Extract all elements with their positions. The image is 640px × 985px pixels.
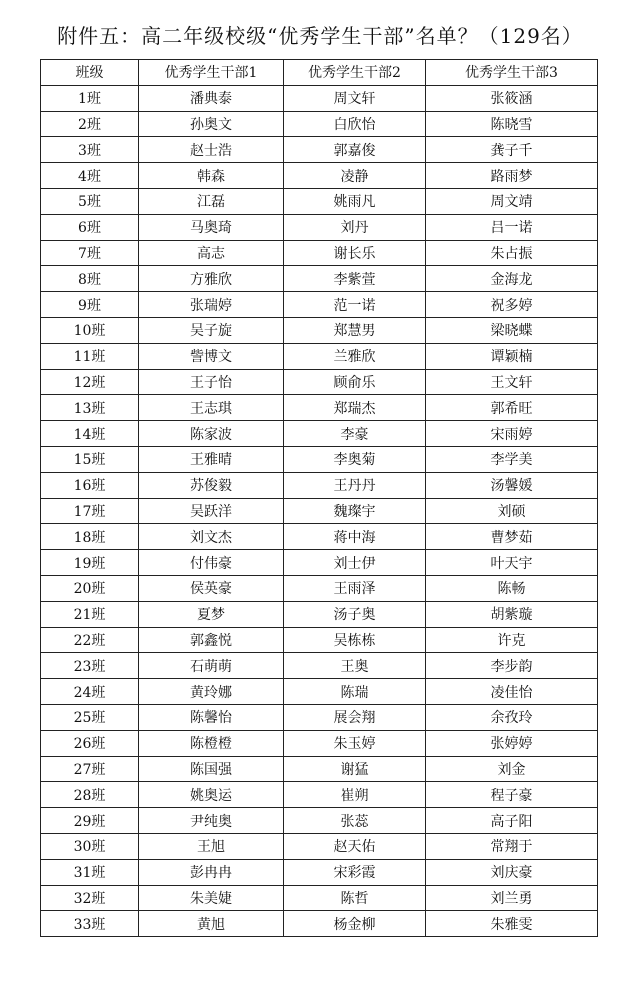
- class-cell: 24班: [41, 679, 139, 705]
- class-cell: 21班: [41, 601, 139, 627]
- class-cell: 3班: [41, 137, 139, 163]
- cadre-3-cell: 李学美: [426, 446, 598, 472]
- table-row: [41, 782, 598, 808]
- cadre-1-cell: 方雅欣: [139, 266, 284, 292]
- cadre-3-cell: 曹梦茹: [426, 524, 598, 550]
- table-row: [41, 575, 598, 601]
- cadre-3-cell: 张筱涵: [426, 85, 598, 111]
- cadre-1-cell: 王旭: [139, 833, 284, 859]
- cadre-2-cell: 蒋中海: [284, 524, 426, 550]
- table-row: [41, 343, 598, 369]
- table-row: [41, 214, 598, 240]
- cadre-2-cell: 王丹丹: [284, 472, 426, 498]
- table-row: [41, 85, 598, 111]
- cadre-3-cell: 余孜玲: [426, 704, 598, 730]
- cadre-3-cell: 金海龙: [426, 266, 598, 292]
- table-row: [41, 679, 598, 705]
- table-row: [41, 859, 598, 885]
- cadre-1-cell: 朱美婕: [139, 885, 284, 911]
- table-row: [41, 808, 598, 834]
- class-cell: 7班: [41, 240, 139, 266]
- cadre-3-cell: 郭希旺: [426, 395, 598, 421]
- cadre-3-cell: 朱占振: [426, 240, 598, 266]
- cadre-1-cell: 訾博文: [139, 343, 284, 369]
- class-cell: 18班: [41, 524, 139, 550]
- cadre-1-cell: 郭鑫悦: [139, 627, 284, 653]
- cadre-2-cell: 王奥: [284, 653, 426, 679]
- cadre-2-cell: 兰雅欣: [284, 343, 426, 369]
- class-cell: 2班: [41, 111, 139, 137]
- cadre-3-cell: 王文轩: [426, 369, 598, 395]
- table-row: [41, 472, 598, 498]
- cadre-2-cell: 谢猛: [284, 756, 426, 782]
- cadre-1-cell: 苏俊毅: [139, 472, 284, 498]
- cadre-2-cell: 汤子奥: [284, 601, 426, 627]
- cadre-2-cell: 吴栋栋: [284, 627, 426, 653]
- cadre-2-cell: 崔朔: [284, 782, 426, 808]
- cadre-2-cell: 郭嘉俊: [284, 137, 426, 163]
- cadre-2-cell: 凌静: [284, 163, 426, 189]
- cadre-2-cell: 李豪: [284, 421, 426, 447]
- cadre-2-cell: 魏璨宇: [284, 498, 426, 524]
- class-cell: 13班: [41, 395, 139, 421]
- cadre-3-cell: 许克: [426, 627, 598, 653]
- cadre-3-cell: 叶天宇: [426, 550, 598, 576]
- cadre-2-cell: 周文轩: [284, 85, 426, 111]
- table-header-row: [41, 60, 598, 86]
- table-row: [41, 317, 598, 343]
- cadre-3-cell: 刘兰勇: [426, 885, 598, 911]
- class-cell: 19班: [41, 550, 139, 576]
- cadre-1-cell: 吴子旋: [139, 317, 284, 343]
- cadre-3-cell: 祝多婷: [426, 292, 598, 318]
- table-row: [41, 137, 598, 163]
- cadre-roster-table: [40, 59, 598, 937]
- cadre-2-cell: 赵天佑: [284, 833, 426, 859]
- class-cell: 11班: [41, 343, 139, 369]
- table-row: [41, 627, 598, 653]
- cadre-1-cell: 陈橙橙: [139, 730, 284, 756]
- class-cell: 26班: [41, 730, 139, 756]
- cadre-1-cell: 石萌萌: [139, 653, 284, 679]
- cadre-1-cell: 尹纯奥: [139, 808, 284, 834]
- class-cell: 20班: [41, 575, 139, 601]
- cadre-2-cell: 姚雨凡: [284, 188, 426, 214]
- class-cell: 4班: [41, 163, 139, 189]
- document-title: 附件五：高二年级校级“优秀学生干部”名单？（129名）: [57, 24, 583, 48]
- table-row: [41, 911, 598, 937]
- cadre-1-cell: 陈国强: [139, 756, 284, 782]
- table-row: [41, 550, 598, 576]
- cadre-3-cell: 程子豪: [426, 782, 598, 808]
- cadre-1-cell: 黄旭: [139, 911, 284, 937]
- cadre-3-cell: 路雨梦: [426, 163, 598, 189]
- cadre-3-cell: 梁晓蝶: [426, 317, 598, 343]
- cadre-1-cell: 吴跃洋: [139, 498, 284, 524]
- cadre-2-cell: 郑慧男: [284, 317, 426, 343]
- cadre-1-cell: 姚奥运: [139, 782, 284, 808]
- cadre-1-cell: 王志琪: [139, 395, 284, 421]
- cadre-3-cell: 吕一诺: [426, 214, 598, 240]
- class-cell: 15班: [41, 446, 139, 472]
- cadre-2-cell: 谢长乐: [284, 240, 426, 266]
- cadre-1-cell: 王子怡: [139, 369, 284, 395]
- class-cell: 12班: [41, 369, 139, 395]
- cadre-1-cell: 陈家波: [139, 421, 284, 447]
- cadre-1-cell: 刘文杰: [139, 524, 284, 550]
- table-row: [41, 833, 598, 859]
- class-cell: 31班: [41, 859, 139, 885]
- cadre-3-cell: 谭颖楠: [426, 343, 598, 369]
- cadre-1-cell: 马奥琦: [139, 214, 284, 240]
- cadre-3-cell: 李步韵: [426, 653, 598, 679]
- cadre-2-cell: 杨金柳: [284, 911, 426, 937]
- cadre-1-cell: 彭冉冉: [139, 859, 284, 885]
- class-cell: 22班: [41, 627, 139, 653]
- cadre-3-cell: 龚子千: [426, 137, 598, 163]
- cadre-1-cell: 高志: [139, 240, 284, 266]
- class-cell: 8班: [41, 266, 139, 292]
- cadre-1-cell: 陈馨怡: [139, 704, 284, 730]
- table-row: [41, 240, 598, 266]
- class-cell: 5班: [41, 188, 139, 214]
- class-cell: 14班: [41, 421, 139, 447]
- class-cell: 9班: [41, 292, 139, 318]
- cadre-2-cell: 陈哲: [284, 885, 426, 911]
- class-cell: 17班: [41, 498, 139, 524]
- cadre-1-cell: 江磊: [139, 188, 284, 214]
- cadre-2-cell: 展会翔: [284, 704, 426, 730]
- class-cell: 30班: [41, 833, 139, 859]
- table-row: [41, 885, 598, 911]
- cadre-3-cell: 张婷婷: [426, 730, 598, 756]
- class-cell: 16班: [41, 472, 139, 498]
- cadre-2-cell: 张蕊: [284, 808, 426, 834]
- cadre-3-cell: 高子阳: [426, 808, 598, 834]
- column-header-cadre-1: 优秀学生干部1: [139, 60, 284, 86]
- table-row: [41, 163, 598, 189]
- table-row: [41, 369, 598, 395]
- cadre-1-cell: 赵士浩: [139, 137, 284, 163]
- cadre-1-cell: 侯英豪: [139, 575, 284, 601]
- cadre-1-cell: 张瑞婷: [139, 292, 284, 318]
- table-row: [41, 421, 598, 447]
- cadre-2-cell: 刘士伊: [284, 550, 426, 576]
- table-row: [41, 498, 598, 524]
- class-cell: 33班: [41, 911, 139, 937]
- cadre-2-cell: 刘丹: [284, 214, 426, 240]
- class-cell: 28班: [41, 782, 139, 808]
- cadre-3-cell: 刘硕: [426, 498, 598, 524]
- class-cell: 1班: [41, 85, 139, 111]
- column-header-cadre-3: 优秀学生干部3: [426, 60, 598, 86]
- cadre-3-cell: 刘庆豪: [426, 859, 598, 885]
- cadre-2-cell: 陈瑞: [284, 679, 426, 705]
- cadre-2-cell: 范一诺: [284, 292, 426, 318]
- column-header-cadre-2: 优秀学生干部2: [284, 60, 426, 86]
- cadre-1-cell: 付伟豪: [139, 550, 284, 576]
- class-cell: 32班: [41, 885, 139, 911]
- cadre-3-cell: 汤馨媛: [426, 472, 598, 498]
- class-cell: 29班: [41, 808, 139, 834]
- cadre-3-cell: 凌佳怡: [426, 679, 598, 705]
- cadre-3-cell: 宋雨婷: [426, 421, 598, 447]
- cadre-2-cell: 李奥菊: [284, 446, 426, 472]
- cadre-3-cell: 朱雅雯: [426, 911, 598, 937]
- table-row: [41, 266, 598, 292]
- column-header-class: 班级: [41, 60, 139, 86]
- cadre-2-cell: 王雨泽: [284, 575, 426, 601]
- table-row: [41, 111, 598, 137]
- table-row: [41, 292, 598, 318]
- class-cell: 10班: [41, 317, 139, 343]
- cadre-2-cell: 郑瑞杰: [284, 395, 426, 421]
- class-cell: 23班: [41, 653, 139, 679]
- class-cell: 6班: [41, 214, 139, 240]
- table-row: [41, 188, 598, 214]
- cadre-1-cell: 潘典泰: [139, 85, 284, 111]
- cadre-1-cell: 孙奥文: [139, 111, 284, 137]
- cadre-3-cell: 陈畅: [426, 575, 598, 601]
- table-row: [41, 524, 598, 550]
- cadre-2-cell: 李紫萱: [284, 266, 426, 292]
- table-row: [41, 446, 598, 472]
- table-row: [41, 653, 598, 679]
- table-row: [41, 601, 598, 627]
- cadre-1-cell: 王雅晴: [139, 446, 284, 472]
- cadre-2-cell: 白欣怡: [284, 111, 426, 137]
- cadre-1-cell: 黄玲娜: [139, 679, 284, 705]
- cadre-2-cell: 朱玉婷: [284, 730, 426, 756]
- cadre-3-cell: 陈晓雪: [426, 111, 598, 137]
- table-row: [41, 730, 598, 756]
- cadre-3-cell: 刘金: [426, 756, 598, 782]
- class-cell: 27班: [41, 756, 139, 782]
- table-body: [41, 85, 598, 936]
- cadre-3-cell: 周文靖: [426, 188, 598, 214]
- cadre-1-cell: 韩森: [139, 163, 284, 189]
- table-row: [41, 704, 598, 730]
- cadre-2-cell: 宋彩霞: [284, 859, 426, 885]
- table-row: [41, 395, 598, 421]
- class-cell: 25班: [41, 704, 139, 730]
- cadre-2-cell: 顾俞乐: [284, 369, 426, 395]
- table-row: [41, 756, 598, 782]
- cadre-1-cell: 夏梦: [139, 601, 284, 627]
- cadre-3-cell: 常翔于: [426, 833, 598, 859]
- cadre-3-cell: 胡紫璇: [426, 601, 598, 627]
